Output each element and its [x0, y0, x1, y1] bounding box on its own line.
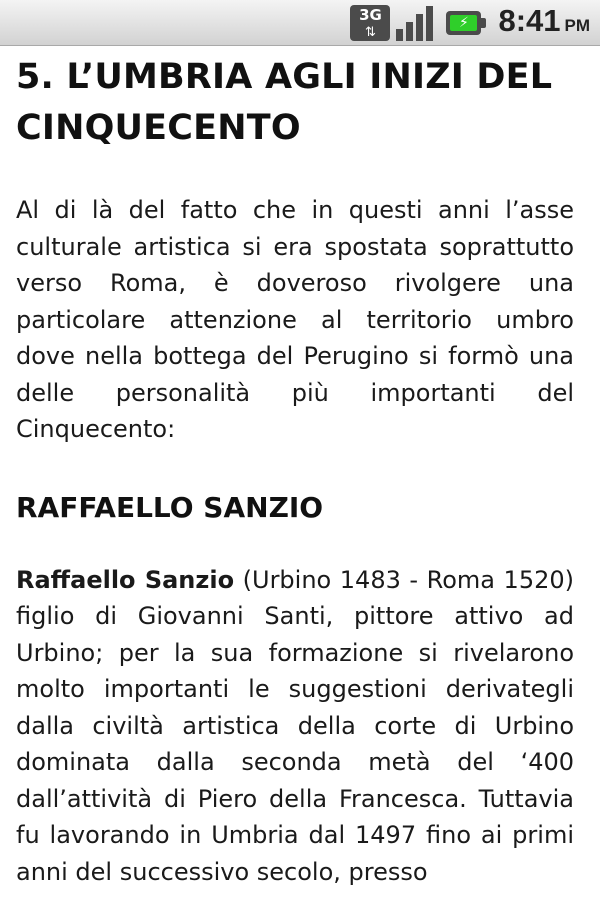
signal-bar: [416, 14, 423, 41]
article-content[interactable]: [16, 52, 574, 890]
bio-paragraph: [16, 562, 574, 891]
signal-strength-icon: [396, 5, 436, 41]
data-arrows-icon: ⇅: [365, 25, 376, 40]
status-icons: [350, 4, 590, 42]
intro-paragraph: Al di là del fatto che in questi anni l’asse culturale artistica si era spostata soprattutto verso Roma, è doveroso rivolgere una particolare attenzione al territorio umbro dove nella bottega del Perugino si formò una delle personalità più importanti del Cinquecento:: [16, 196, 574, 443]
status-clock: [498, 2, 590, 45]
section-title: RAFFAELLO SANZIO: [16, 490, 324, 524]
bio-name: Raffaello Sanzio: [16, 565, 235, 594]
battery-charging-icon: [446, 11, 486, 35]
network-type-label: 3G: [359, 6, 382, 24]
charging-bolt-icon: ⚡: [459, 15, 469, 31]
signal-bar: [396, 29, 403, 41]
signal-bar: [406, 22, 413, 41]
status-bar: [0, 0, 600, 46]
bio-text: (Urbino 1483 - Roma 1520) figlio di Giovanni Santi, pittore attivo ad Urbino; per la sua formazione si rivelarono molto importanti le suggestioni derivategli dalla civiltà artistica della corte di Urbino dominata dalla seconda metà del ‘400 dall’attività di Piero della Francesca. Tuttavia fu lavorando in Umbria dal 1497 fino ai primi anni del successivo secolo, presso: [16, 565, 574, 886]
chapter-title: 5. L’UMBRIA AGLI INIZI DEL CINQUECENTO: [16, 57, 553, 148]
network-3g-icon: [350, 5, 390, 41]
clock-time: 8:41: [498, 2, 561, 38]
clock-ampm: PM: [564, 15, 590, 35]
battery-tip: [481, 18, 486, 28]
signal-bar: [426, 6, 433, 41]
